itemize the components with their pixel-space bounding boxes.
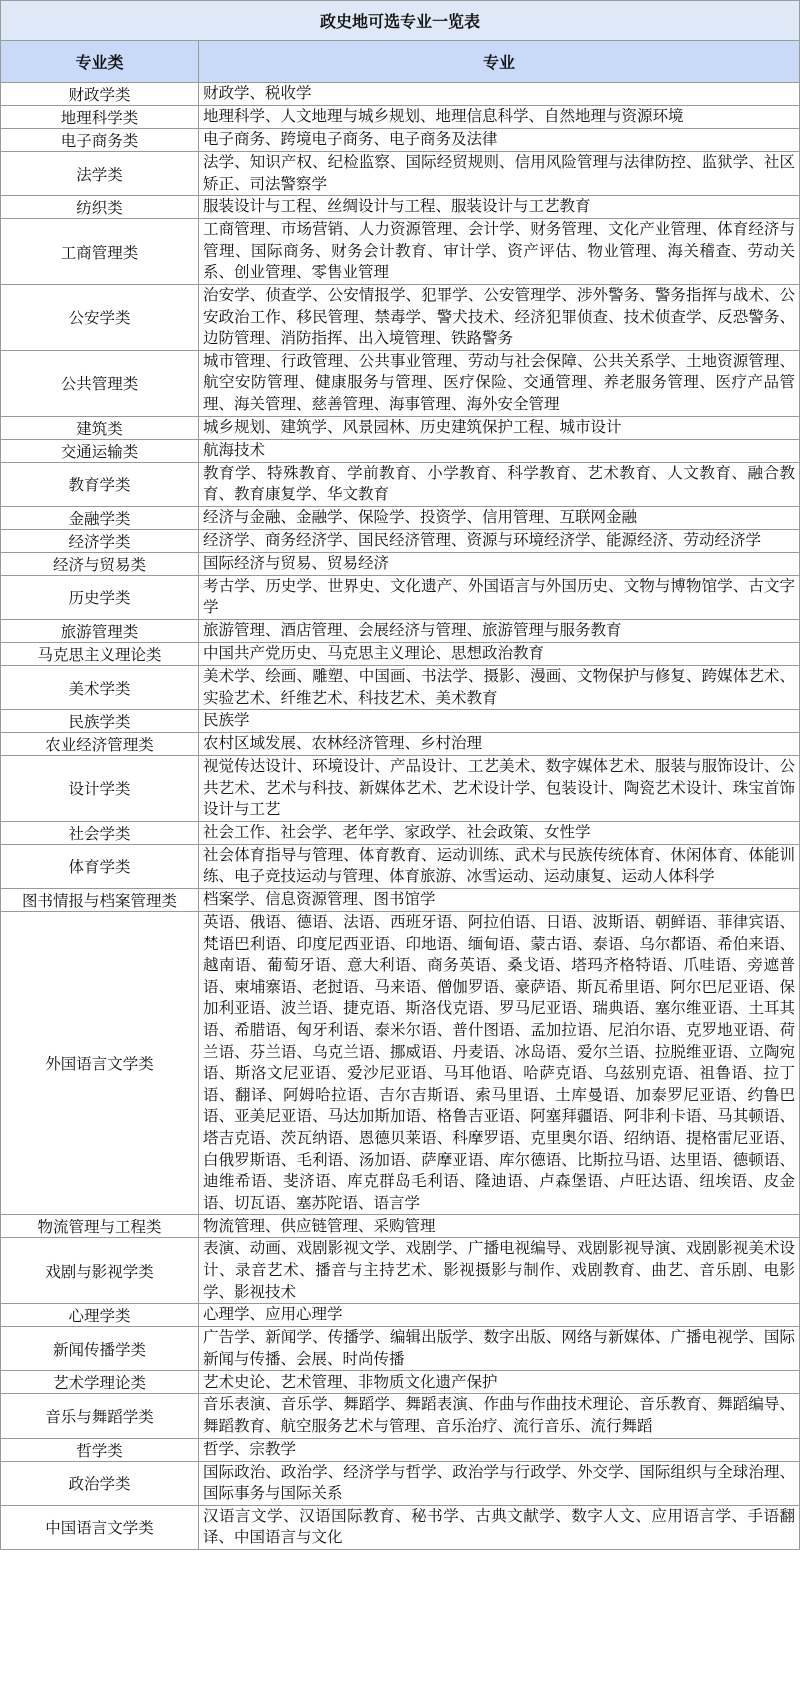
table-row [1,439,800,462]
category-cell: 工商管理类 [1,219,199,285]
majors-cell: 治安学、侦查学、公安情报学、犯罪学、公安管理学、涉外警务、警务指挥与战术、公安政治工作、移民管理、禁毒学、警犬技术、经济犯罪侦查、技术侦查学、反恐警务、边防管理、消防指挥、出入境管理、铁路警务 [199,284,800,350]
table-row [1,552,800,575]
category-cell: 公共管理类 [1,350,199,416]
category-cell: 民族学类 [1,710,199,733]
table-row [1,219,800,285]
majors-cell: 电子商务、跨境电子商务、电子商务及法律 [199,129,800,152]
table-row [1,350,800,416]
table-row [1,1371,800,1394]
category-cell: 纺织类 [1,196,199,219]
category-cell: 法学类 [1,152,199,196]
majors-cell: 教育学、特殊教育、学前教育、小学教育、科学教育、艺术教育、人文教育、融合教育、教育康复学、华文教育 [199,462,800,506]
category-cell: 体育学类 [1,844,199,888]
category-cell: 经济学类 [1,529,199,552]
header-row [1,41,800,83]
table-row [1,642,800,665]
category-cell: 音乐与舞蹈学类 [1,1394,199,1438]
table-row [1,152,800,196]
table-row [1,1394,800,1438]
majors-cell: 民族学 [199,710,800,733]
majors-cell: 音乐表演、音乐学、舞蹈学、舞蹈表演、作曲与作曲技术理论、音乐教育、舞蹈编导、舞蹈教育、航空服务艺术与管理、音乐治疗、流行音乐、流行舞蹈 [199,1394,800,1438]
majors-cell: 国际经济与贸易、贸易经济 [199,552,800,575]
category-cell: 财政学类 [1,83,199,106]
majors-cell: 社会体育指导与管理、体育教育、运动训练、武术与民族传统体育、休闲体育、体能训练、电子竞技运动与管理、体育旅游、冰雪运动、运动康复、运动人体科学 [199,844,800,888]
table-row [1,575,800,619]
category-cell: 设计学类 [1,756,199,822]
table-row [1,462,800,506]
category-cell: 哲学类 [1,1438,199,1461]
category-cell: 电子商务类 [1,129,199,152]
table-row [1,821,800,844]
category-cell: 交通运输类 [1,439,199,462]
table-row [1,83,800,106]
table-row [1,129,800,152]
majors-cell: 旅游管理、酒店管理、会展经济与管理、旅游管理与服务教育 [199,619,800,642]
table-row [1,844,800,888]
majors-cell: 中国共产党历史、马克思主义理论、思想政治教育 [199,642,800,665]
table-row [1,665,800,709]
majors-cell: 档案学、信息资源管理、图书馆学 [199,889,800,912]
category-cell: 旅游管理类 [1,619,199,642]
category-cell: 经济与贸易类 [1,552,199,575]
category-cell: 金融学类 [1,506,199,529]
majors-cell: 汉语言文学、汉语国际教育、秘书学、古典文献学、数字人文、应用语言学、手语翻译、中国语言与文化 [199,1505,800,1549]
majors-cell: 地理科学、人文地理与城乡规划、地理信息科学、自然地理与资源环境 [199,106,800,129]
table-row [1,1304,800,1327]
category-cell: 教育学类 [1,462,199,506]
majors-cell: 法学、知识产权、纪检监察、国际经贸规则、信用风险管理与法律防控、监狱学、社区矫正、司法警察学 [199,152,800,196]
category-cell: 公安学类 [1,284,199,350]
table-row [1,1438,800,1461]
category-cell: 物流管理与工程类 [1,1215,199,1238]
table-row [1,1505,800,1549]
majors-cell: 城乡规划、建筑学、风景园林、历史建筑保护工程、城市设计 [199,416,800,439]
category-cell: 图书情报与档案管理类 [1,889,199,912]
majors-cell: 广告学、新闻学、传播学、编辑出版学、数字出版、网络与新媒体、广播电视学、国际新闻与传播、会展、时尚传播 [199,1327,800,1371]
majors-cell: 工商管理、市场营销、人力资源管理、会计学、财务管理、文化产业管理、体育经济与管理、国际商务、财务会计教育、审计学、资产评估、物业管理、海关稽查、劳动关系、创业管理、零售业管理 [199,219,800,285]
category-cell: 政治学类 [1,1461,199,1505]
table-row [1,756,800,822]
majors-cell: 经济与金融、金融学、保险学、投资学、信用管理、互联网金融 [199,506,800,529]
table-row [1,1461,800,1505]
header-majors: 专业 [199,41,800,83]
category-cell: 历史学类 [1,575,199,619]
table-row [1,889,800,912]
majors-cell: 表演、动画、戏剧影视文学、戏剧学、广播电视编导、戏剧影视导演、戏剧影视美术设计、录音艺术、播音与主持艺术、影视摄影与制作、戏剧教育、曲艺、音乐剧、电影学、影视技术 [199,1238,800,1304]
table-row [1,710,800,733]
majors-cell: 考古学、历史学、世界史、文化遗产、外国语言与外国历史、文物与博物馆学、古文字学 [199,575,800,619]
table-row [1,416,800,439]
majors-cell: 视觉传达设计、环境设计、产品设计、工艺美术、数字媒体艺术、服装与服饰设计、公共艺术、艺术与科技、新媒体艺术、艺术设计学、包装设计、陶瓷艺术设计、珠宝首饰设计与工艺 [199,756,800,822]
table-row [1,529,800,552]
table-title: 政史地可选专业一览表 [1,1,800,41]
category-cell: 农业经济管理类 [1,733,199,756]
majors-cell: 航海技术 [199,439,800,462]
category-cell: 戏剧与影视学类 [1,1238,199,1304]
table-row [1,1327,800,1371]
majors-cell: 国际政治、政治学、经济学与哲学、政治学与行政学、外交学、国际组织与全球治理、国际事务与国际关系 [199,1461,800,1505]
category-cell: 中国语言文学类 [1,1505,199,1549]
majors-cell: 艺术史论、艺术管理、非物质文化遗产保护 [199,1371,800,1394]
category-cell: 新闻传播学类 [1,1327,199,1371]
category-cell: 马克思主义理论类 [1,642,199,665]
table-row [1,196,800,219]
majors-cell: 心理学、应用心理学 [199,1304,800,1327]
table-row [1,106,800,129]
table-row [1,506,800,529]
majors-cell: 财政学、税收学 [199,83,800,106]
majors-cell: 社会工作、社会学、老年学、家政学、社会政策、女性学 [199,821,800,844]
category-cell: 地理科学类 [1,106,199,129]
category-cell: 艺术学理论类 [1,1371,199,1394]
majors-cell: 英语、俄语、德语、法语、西班牙语、阿拉伯语、日语、波斯语、朝鲜语、菲律宾语、梵语巴利语、印度尼西亚语、印地语、缅甸语、蒙古语、泰语、乌尔都语、希伯来语、越南语、葡萄牙语、意大利语、商务英语、桑戈语、塔玛齐格特语、爪哇语、旁遮普语、柬埔寨语、老挝语、马来语、僧伽罗语、豪萨语、斯瓦希里语、阿尔巴尼亚语、保加利亚语、波兰语、捷克语、斯洛伐克语、罗马尼亚语、瑞典语、塞尔维亚语、土耳其语、希腊语、匈牙利语、泰米尔语、普什图语、孟加拉语、尼泊尔语、克罗地亚语、荷兰语、芬兰语、乌克兰语、挪威语、丹麦语、冰岛语、爱尔兰语、拉脱维亚语、立陶宛语、斯洛文尼亚语、爱沙尼亚语、马耳他语、哈萨克语、乌兹别克语、祖鲁语、拉丁语、翻译、阿姆哈拉语、吉尔吉斯语、索马里语、土库曼语、加泰罗尼亚语、约鲁巴语、亚美尼亚语、马达加斯加语、格鲁吉亚语、阿塞拜疆语、阿非利卡语、马其顿语、塔吉克语、茨瓦纳语、恩德贝莱语、科摩罗语、克里奥尔语、绍纳语、提格雷尼亚语、白俄罗斯语、毛利语、汤加语、萨摩亚语、库尔德语、比斯拉马语、达里语、德顿语、迪维希语、斐济语、库克群岛毛利语、隆迪语、卢森堡语、卢旺达语、纽埃语、皮金语、切瓦语、塞苏陀语、语言学 [199,912,800,1215]
table-row [1,1215,800,1238]
category-cell: 美术学类 [1,665,199,709]
category-cell: 外国语言文学类 [1,912,199,1215]
table-row [1,284,800,350]
majors-cell: 经济学、商务经济学、国民经济管理、资源与环境经济学、能源经济、劳动经济学 [199,529,800,552]
majors-cell: 物流管理、供应链管理、采购管理 [199,1215,800,1238]
category-cell: 建筑类 [1,416,199,439]
majors-cell: 服装设计与工程、丝绸设计与工程、服装设计与工艺教育 [199,196,800,219]
majors-table-body [1,1,800,1550]
table-row [1,1238,800,1304]
majors-cell: 哲学、宗教学 [199,1438,800,1461]
majors-cell: 美术学、绘画、雕塑、中国画、书法学、摄影、漫画、文物保护与修复、跨媒体艺术、实验艺术、纤维艺术、科技艺术、美术教育 [199,665,800,709]
majors-cell: 城市管理、行政管理、公共事业管理、劳动与社会保障、公共关系学、土地资源管理、航空安防管理、健康服务与管理、医疗保险、交通管理、养老服务管理、医疗产品管理、海关管理、慈善管理、海事管理、海外安全管理 [199,350,800,416]
header-category: 专业类 [1,41,199,83]
category-cell: 社会学类 [1,821,199,844]
table-row [1,912,800,1215]
majors-cell: 农村区域发展、农林经济管理、乡村治理 [199,733,800,756]
table-row [1,619,800,642]
table-row [1,733,800,756]
title-row [1,1,800,41]
category-cell: 心理学类 [1,1304,199,1327]
